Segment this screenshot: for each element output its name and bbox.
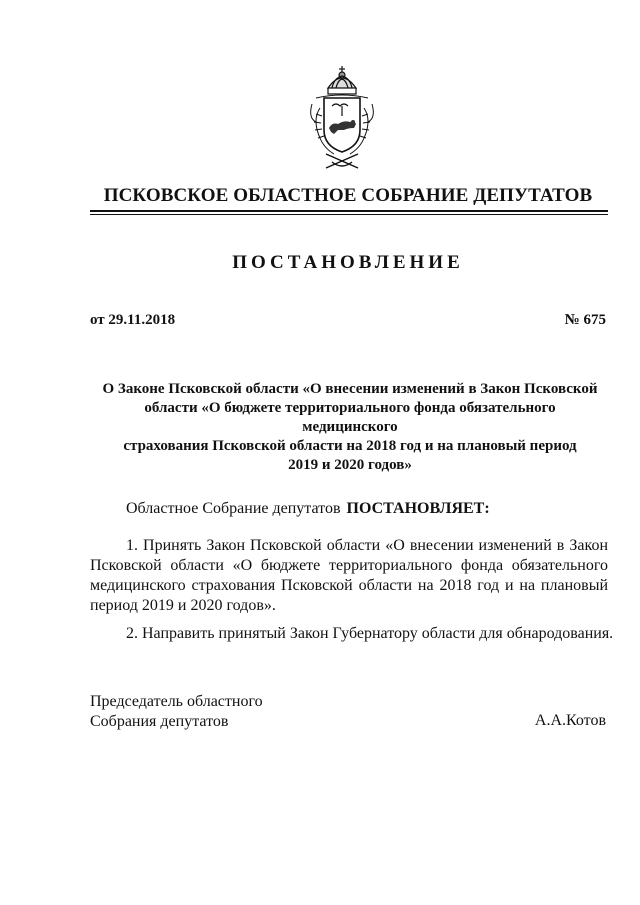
resolution-item-2: 2. Направить принятый Закон Губернатору области для обнародования.	[126, 625, 614, 642]
document-number: № 675	[564, 312, 606, 328]
document-type-heading: ПОСТАНОВЛЕНИЕ	[232, 252, 464, 273]
resolve-word: ПОСТАНОВЛЯЕТ:	[346, 500, 490, 517]
organization-title: ПСКОВСКОЕ ОБЛАСТНОЕ СОБРАНИЕ ДЕПУТАТОВ	[103, 185, 593, 206]
signatory-name: А.А.Котов	[534, 712, 606, 729]
preamble-text: Областное Собрание депутатов	[126, 500, 341, 517]
header-divider	[90, 210, 608, 212]
resolution-item-1: 1. Принять Закон Псковской области «О внесении изменений в Закон Псковской области «О бюджете территориального фонда обязательного медицинского страхования Псковской области на 2018 год и на плановый период 2019 и 2020 годов».	[90, 537, 608, 614]
subject-line: 2019 и 2020 годов»	[288, 457, 412, 473]
pskov-oblast-coat-of-arms-icon	[298, 58, 386, 176]
subject-line: О Законе Псковской области «О внесении изменений в Закон Псковской	[102, 381, 598, 397]
document-date: от 29.11.2018	[90, 312, 176, 328]
document-subject	[100, 380, 600, 475]
signatory-position-line: Председатель областного	[90, 693, 263, 710]
signatory-position	[90, 692, 263, 732]
signatory-position-line: Собрания депутатов	[90, 713, 229, 730]
subject-line: области «О бюджете территориального фонда обязательного медицинского	[144, 400, 556, 435]
subject-line: страхования Псковской области на 2018 год и на плановый период	[123, 438, 577, 454]
resolution-preamble	[126, 500, 490, 518]
header-divider-thin	[90, 214, 608, 215]
